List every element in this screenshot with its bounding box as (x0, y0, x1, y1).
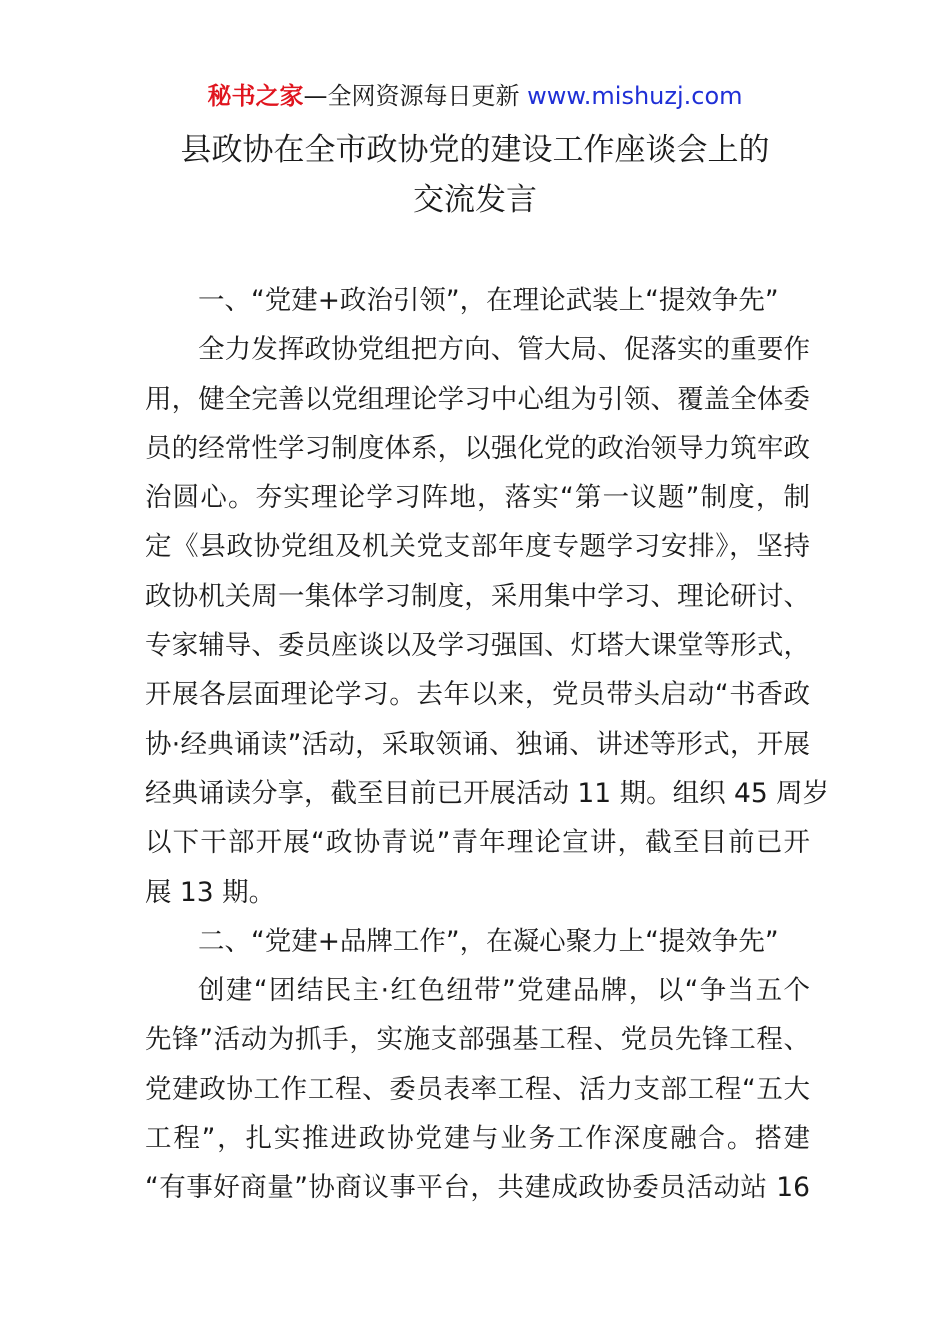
text-line: 定《县政协党组及机关党支部年度专题学习安排》，坚持 (145, 531, 810, 563)
text-line: 协·经典诵读”活动，采取领诵、独诵、讲述等形式，开展 (145, 728, 810, 760)
text-line: 以下干部开展“政协青说”青年理论宣讲，截至目前已开 (145, 827, 810, 859)
header-tagline: —全网资源每日更新 (303, 82, 520, 110)
text-line: 展 13 期。 (145, 876, 276, 908)
text-line: 工程”，扎实推进政协党建与业务工作深度融合。搭建 (145, 1123, 810, 1155)
document-title (0, 125, 950, 225)
text-line: 全力发挥政协党组把方向、管大局、促落实的重要作 (198, 334, 810, 366)
document-body (145, 276, 830, 1213)
paragraph (145, 966, 810, 1212)
text-line: 经典诵读分享，截至目前已开展活动 11 期。组织 45 周岁 (145, 777, 830, 809)
section-heading-text: 二、“党建+品牌工作”，在凝心聚力上“提效争先” (198, 925, 779, 957)
site-header (0, 80, 950, 112)
text-line: 专家辅导、委员座谈以及学习强国、灯塔大课堂等形式， (145, 630, 810, 662)
title-line: 交流发言 (413, 182, 537, 218)
text-line: 党建政协工作工程、委员表率工程、活力支部工程“五大 (145, 1073, 810, 1105)
section-heading-text: 一、“党建+政治引领”，在理论武装上“提效争先” (198, 285, 779, 316)
text-line: 员的经常性学习制度体系，以强化党的政治领导力筑牢政 (145, 432, 810, 464)
paragraph (145, 325, 830, 917)
text-line: 治圆心。夯实理论学习阵地，落实“第一议题”制度，制 (145, 482, 810, 514)
text-line: 政协机关周一集体学习制度，采用集中学习、理论研讨、 (145, 580, 810, 612)
text-line: 先锋”活动为抓手，实施支部强基工程、党员先锋工程、 (145, 1024, 810, 1056)
text-line: 用，健全完善以党组理论学习中心组为引领、覆盖全体委 (145, 383, 810, 415)
text-line: 开展各层面理论学习。去年以来，党员带头启动“书香政 (145, 679, 810, 711)
text-line: “有事好商量”协商议事平台，共建成政协委员活动站 16 (145, 1172, 810, 1204)
text-line: 创建“团结民主·红色纽带”党建品牌，以“争当五个 (198, 975, 810, 1007)
section-heading (145, 917, 810, 966)
title-line: 县政协在全市政协党的建设工作座谈会上的 (180, 132, 770, 168)
brand-name: 秘书之家 (207, 82, 304, 110)
section-heading (145, 276, 810, 325)
site-url[interactable]: www.mishuzj.com (527, 82, 743, 110)
